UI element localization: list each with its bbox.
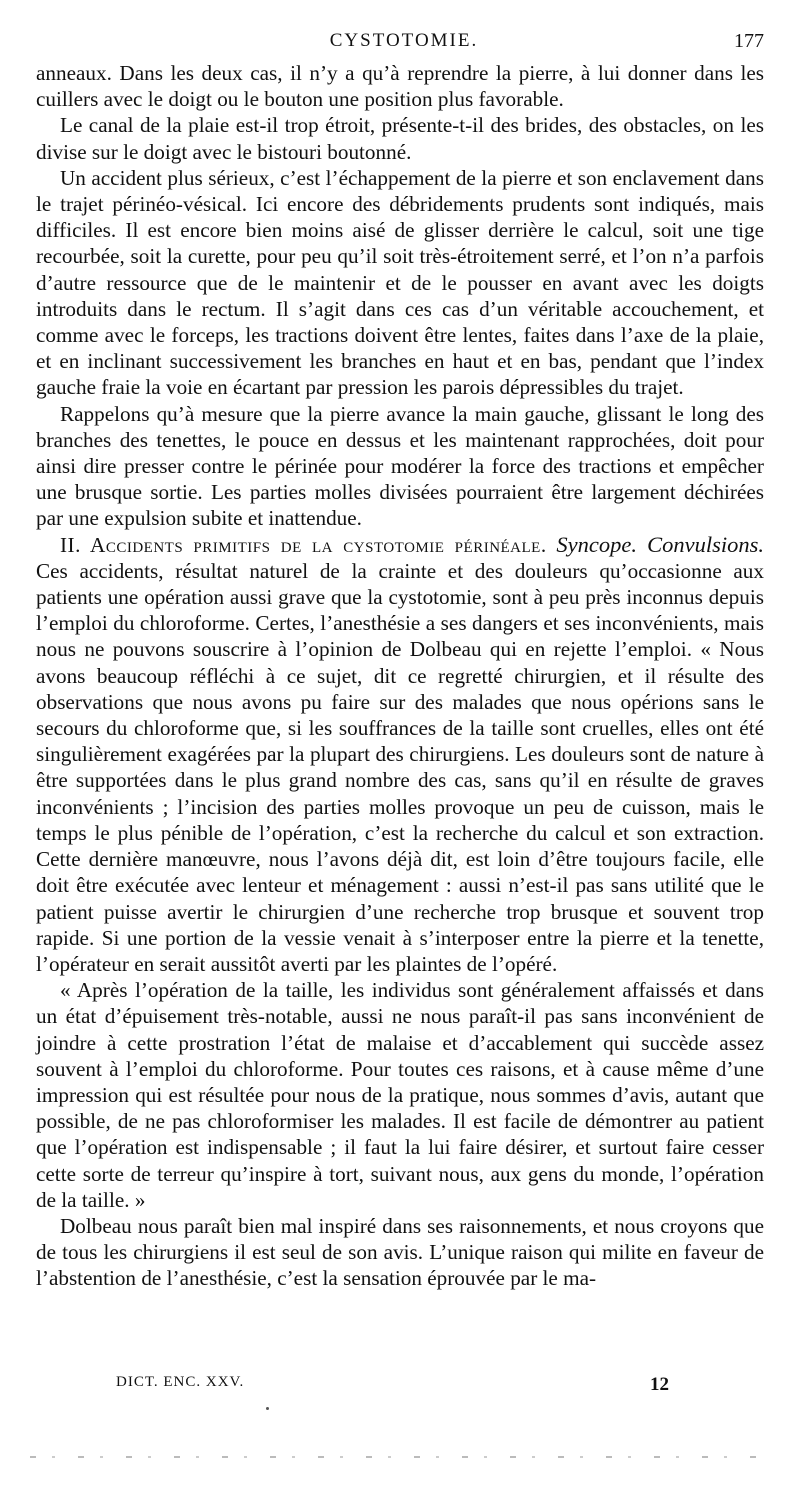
- signature-mark: DICT. ENC. XXV.: [116, 1374, 245, 1390]
- section-heading: II. Accidents primitifs de la cystotomie périnéale.: [60, 532, 547, 557]
- sheet-number: 12: [650, 1374, 669, 1395]
- running-header: [38, 30, 770, 58]
- section-2-text: Ces accidents, résultat naturel de la crainte et des douleurs qu’occasionne aux patients une opération aussi grave que la cystotomie, sont à peu près inconnus depuis l’emploi du chloroforme. Certes, l’anesthésie a ses dangers et ses inconvénients, mais nous ne pouvons souscrire à l’opinion de Dolbeau qui en rejette l’emploi. « Nous avons beaucoup réfléchi à ce sujet, dit ce regretté chirurgien, et il résulte des observations que nous avons pu faire sur des malades que nous opérions sans le secours du chloroforme que, si les souffrances de la taille sont cruelles, elles ont été singulièrement exagérées par la plupart des chirurgiens. Les douleurs sont de nature à être supportées dans le plus grand nombre des cas, sans qu’il en résulte de graves inconvénients ; l’incision des parties molles provoque un peu de cuisson, mais le temps le plus pénible de l’opération, c’est la recherche du calcul et son extraction. Cette dernière manœuvre, nous l’avons déjà dit, est loin d’être toujours facile, elle doit être exécutée avec lenteur et ménagement : aussi n’est-il pas sans utilité que le patient puisse avertir le chirurgien d’une recherche trop brusque et souvent trop rapide. Si une portion de la vessie venait à s’interposer entre la pierre et la tenette, l’opérateur en serait aussitôt averti par les plaintes de l’opéré.: [36, 558, 764, 976]
- bleed-through-line: [30, 1456, 770, 1458]
- page-footer: [38, 1374, 770, 1400]
- paper-speck: [266, 1407, 269, 1410]
- running-title: CYSTOTOMIE.: [329, 30, 479, 51]
- section-emphasis: Syncope. Convulsions.: [556, 531, 764, 557]
- paragraph-4: Rappelons qu’à mesure que la pierre avance la main gauche, glissant le long des branches des tenettes, le pouce en dessus et les maintenant rapprochées, doit pour ainsi dire presser contre le périnée pour modérer la force des tractions et empêcher une brusque sortie. Les parties molles divisées pourraient être largement déchirées par une expulsion subite et inattendue.: [36, 401, 764, 531]
- paragraph-3: Un accident plus sérieux, c’est l’échappement de la pierre et son enclavement dans le trajet périnéo-vésical. Ici encore des débridements prudents sont indiqués, mais difficiles. Il est encore bien moins aisé de glisser derrière le calcul, soit une tige recourbée, soit la curette, pour peu qu’il soit très-étroitement serré, et l’on n’a parfois d’autre ressource que de le maintenir et de le pousser en avant avec les doigts introduits dans le rectum. Il s’agit dans ces cas d’un véritable accouchement, et comme avec le forceps, les tractions doivent être lentes, faites dans l’axe de la plaie, et en inclinant successivement les branches en haut et en bas, pendant que l’index gauche fraie la voie en écartant par pression les parois dépressibles du trajet.: [36, 165, 764, 400]
- paragraph-2: Le canal de la plaie est-il trop étroit, présente-t-il des brides, des obstacles, on les divise sur le doigt avec le bistouri boutonné.: [36, 113, 764, 164]
- section-2-paragraph: [36, 532, 764, 977]
- paragraph-1: anneaux. Dans les deux cas, il n’y a qu’à reprendre la pierre, à lui donner dans les cuillers avec le doigt ou le bouton une position plus favorable.: [36, 61, 764, 112]
- page-number: 177: [734, 30, 764, 52]
- body-text: [36, 60, 764, 1292]
- paragraph-final: Dolbeau nous paraît bien mal inspiré dans ses raisonnements, et nous croyons que de tous les chirurgiens il est seul de son avis. L’unique raison qui milite en faveur de l’abstention de l’anesthésie, c’est la sensation éprouvée par le ma-: [36, 1213, 764, 1291]
- paragraph-quote: « Après l’opération de la taille, les individus sont généralement affaissés et dans un état d’épuisement très-notable, aussi ne nous paraît-il pas sans inconvénient de joindre à cette prostration l’état de malaise et d’accablement qui succède assez souvent à l’emploi du chloroforme. Pour toutes ces raisons, et à cause même d’une impression qui est résultée pour nous de la pratique, nous sommes d’avis, autant que possible, de ne pas chloroformiser les malades. Il est facile de démontrer au patient que l’opération est indispensable ; il faut la lui faire désirer, et surtout faire cesser cette sorte de terreur qu’inspire à tort, suivant nous, aux gens du monde, l’opération de la taille. »: [36, 978, 764, 1212]
